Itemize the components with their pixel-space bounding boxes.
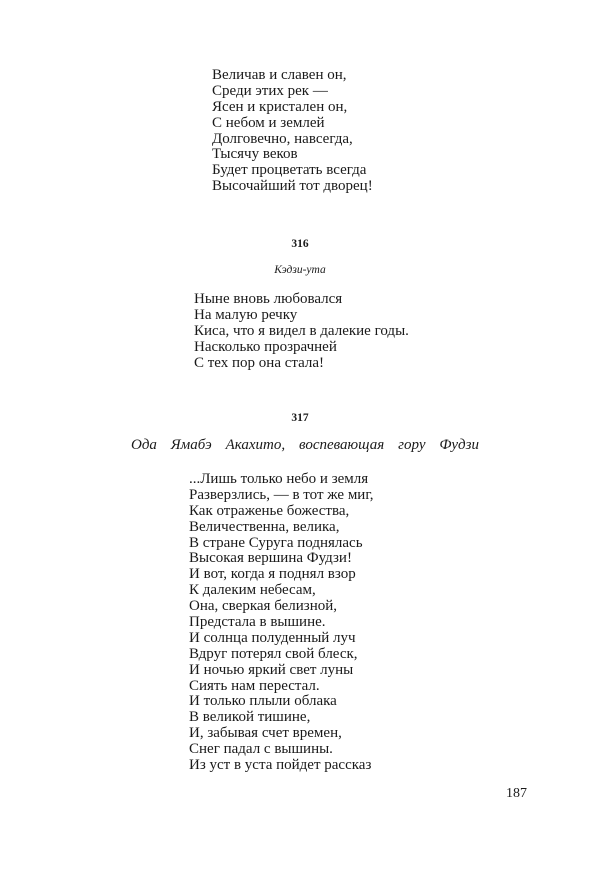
- poem-line: На малую речку: [194, 306, 298, 323]
- poem-title-317: [131, 437, 479, 454]
- poem-316-text: [194, 292, 409, 371]
- title-word: Акахито,: [225, 437, 286, 453]
- title-word: воспевающая: [299, 437, 385, 453]
- poem-line: И только плыли облака: [189, 693, 337, 710]
- poem-line: Ясен и кристален он,: [212, 98, 348, 115]
- poem-line: Разверзлись, — в тот же миг,: [189, 486, 374, 503]
- poem-line: ...Лишь только небо и земля: [189, 471, 369, 487]
- poem-line: Сиять нам перестал.: [189, 677, 320, 694]
- poem-line: К далеким небесам,: [189, 582, 316, 599]
- poem-author-316: Кэдзи-ута: [274, 264, 326, 276]
- poem-line: Она, сверкая белизной,: [189, 598, 338, 615]
- poem-number-317: 317: [291, 412, 309, 424]
- poem-line: Величественна, велика,: [189, 518, 340, 535]
- poem-line: Как отраженье божества,: [189, 502, 350, 519]
- poem-line: И солнца полуденный луч: [189, 629, 356, 646]
- poem-line: Высочайший тот дворец!: [212, 178, 373, 195]
- poem-line: Высокая вершина Фудзи!: [189, 550, 352, 567]
- title-word: Ямабэ: [170, 437, 212, 453]
- poem-line: Будет процветать всегда: [212, 162, 367, 179]
- poem-stanza-continued: [212, 68, 373, 195]
- poem-line: Тысячу веков: [212, 146, 298, 163]
- poem-line: Снег падал с вышины.: [189, 741, 333, 758]
- poem-line: В великой тишине,: [189, 709, 311, 726]
- poem-line: Вдруг потерял свой блеск,: [189, 645, 358, 662]
- poem-line: Предстала в вышине.: [189, 614, 326, 631]
- title-word: Фудзи: [439, 437, 479, 453]
- poem-line: С небом и землей: [212, 114, 325, 131]
- poem-number-316: 316: [291, 238, 309, 250]
- poem-line: Из уст в уста пойдет рассказ: [189, 757, 372, 774]
- poem-line: С тех пор она стала!: [194, 354, 325, 371]
- title-word: гору: [398, 437, 426, 453]
- poem-line: И ночью яркий свет луны: [189, 661, 354, 678]
- poem-317-text: [189, 472, 374, 774]
- poem-line: Ныне вновь любовался: [194, 291, 343, 307]
- title-word: Ода: [131, 437, 157, 453]
- poem-line: Насколько прозрачней: [194, 338, 337, 355]
- poem-line: И, забывая счет времен,: [189, 725, 342, 742]
- poem-line: В стране Суруга поднялась: [189, 534, 363, 551]
- poem-line: Долговечно, навсегда,: [212, 130, 353, 147]
- poem-line: Киса, что я видел в далекие годы.: [194, 322, 409, 339]
- poem-line: Величав и славен он,: [212, 67, 347, 83]
- page-number: 187: [506, 786, 527, 801]
- poem-line: Среди этих рек —: [212, 82, 328, 99]
- poem-line: И вот, когда я поднял взор: [189, 566, 356, 583]
